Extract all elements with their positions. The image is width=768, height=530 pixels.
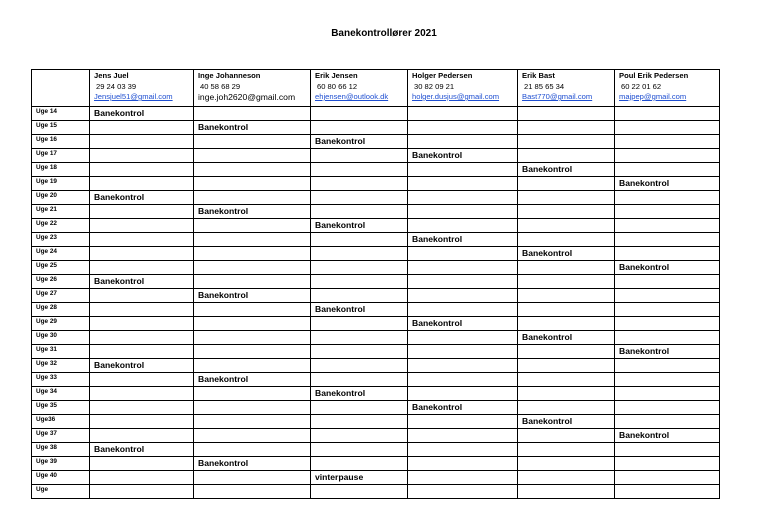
empty-cell (90, 401, 194, 415)
empty-cell (408, 191, 518, 205)
week-row (32, 317, 720, 331)
week-label: Uge 40 (32, 471, 90, 485)
empty-cell (615, 149, 720, 163)
person-name: Inge Johanneson (198, 71, 261, 80)
empty-cell (615, 205, 720, 219)
duty-cell: Banekontrol (194, 373, 311, 387)
person-name: Erik Jensen (315, 71, 358, 80)
duty-cell: vinterpause (311, 471, 408, 485)
empty-cell (518, 443, 615, 457)
header-corner-cell (32, 70, 90, 107)
empty-cell (194, 135, 311, 149)
week-row (32, 121, 720, 135)
empty-cell (311, 457, 408, 471)
empty-cell (518, 261, 615, 275)
duty-cell: Banekontrol (311, 135, 408, 149)
empty-cell (615, 107, 720, 121)
week-row (32, 205, 720, 219)
empty-cell (518, 107, 615, 121)
empty-cell (408, 121, 518, 135)
week-label: Uge 21 (32, 205, 90, 219)
empty-cell (615, 471, 720, 485)
empty-cell (194, 471, 311, 485)
week-label: Uge 20 (32, 191, 90, 205)
duty-cell: Banekontrol (518, 163, 615, 177)
empty-cell (615, 247, 720, 261)
empty-cell (615, 457, 720, 471)
week-row (32, 303, 720, 317)
week-row (32, 457, 720, 471)
empty-cell (194, 443, 311, 457)
week-label: Uge 37 (32, 429, 90, 443)
week-label: Uge 23 (32, 233, 90, 247)
empty-cell (194, 177, 311, 191)
week-row (32, 485, 720, 499)
empty-cell (90, 485, 194, 499)
week-row (32, 289, 720, 303)
week-row (32, 345, 720, 359)
week-row (32, 163, 720, 177)
empty-cell (518, 485, 615, 499)
week-label: Uge 26 (32, 275, 90, 289)
empty-cell (90, 149, 194, 163)
empty-cell (615, 191, 720, 205)
empty-cell (90, 457, 194, 471)
empty-cell (311, 191, 408, 205)
empty-cell (518, 191, 615, 205)
week-label: Uge 35 (32, 401, 90, 415)
empty-cell (90, 289, 194, 303)
empty-cell (615, 485, 720, 499)
empty-cell (408, 289, 518, 303)
empty-cell (408, 373, 518, 387)
empty-cell (311, 331, 408, 345)
header-row (32, 70, 720, 107)
duty-cell: Banekontrol (408, 149, 518, 163)
empty-cell (311, 163, 408, 177)
person-header-cell (615, 70, 720, 107)
week-label: Uge 27 (32, 289, 90, 303)
person-phone: 60 22 01 62 (621, 81, 662, 91)
empty-cell (194, 191, 311, 205)
person-email-link[interactable]: Bast770@gmail.com (522, 92, 593, 101)
empty-cell (615, 121, 720, 135)
week-label: Uge 14 (32, 107, 90, 121)
week-label: Uge 22 (32, 219, 90, 233)
empty-cell (90, 121, 194, 135)
empty-cell (90, 429, 194, 443)
empty-cell (90, 219, 194, 233)
empty-cell (615, 359, 720, 373)
duty-cell: Banekontrol (615, 429, 720, 443)
empty-cell (615, 443, 720, 457)
week-label: Uge 19 (32, 177, 90, 191)
week-row (32, 373, 720, 387)
person-phone: 60 80 66 12 (317, 81, 358, 91)
empty-cell (194, 163, 311, 177)
person-email-link[interactable]: ehjensen@outlook.dk (315, 92, 389, 101)
empty-cell (311, 443, 408, 457)
empty-cell (311, 289, 408, 303)
empty-cell (194, 219, 311, 233)
empty-cell (615, 219, 720, 233)
duty-cell: Banekontrol (194, 205, 311, 219)
empty-cell (90, 205, 194, 219)
empty-cell (408, 247, 518, 261)
empty-cell (311, 415, 408, 429)
duty-cell: Banekontrol (408, 317, 518, 331)
empty-cell (615, 401, 720, 415)
empty-cell (311, 345, 408, 359)
week-row (32, 219, 720, 233)
empty-cell (518, 121, 615, 135)
empty-cell (518, 219, 615, 233)
empty-cell (90, 247, 194, 261)
empty-cell (311, 275, 408, 289)
empty-cell (518, 233, 615, 247)
week-row (32, 177, 720, 191)
empty-cell (408, 275, 518, 289)
duty-cell: Banekontrol (408, 233, 518, 247)
week-row (32, 359, 720, 373)
empty-cell (311, 233, 408, 247)
empty-cell (518, 149, 615, 163)
empty-cell (518, 135, 615, 149)
person-email-link[interactable]: majpep@gmail.com (619, 92, 687, 101)
empty-cell (311, 261, 408, 275)
empty-cell (311, 177, 408, 191)
empty-cell (311, 149, 408, 163)
duty-cell: Banekontrol (90, 443, 194, 457)
empty-cell (518, 205, 615, 219)
duty-cell: Banekontrol (518, 415, 615, 429)
week-label: Uge 16 (32, 135, 90, 149)
person-header-cell (194, 70, 311, 107)
person-header-cell (518, 70, 615, 107)
empty-cell (408, 485, 518, 499)
empty-cell (408, 359, 518, 373)
person-name: Erik Bast (522, 71, 555, 80)
empty-cell (90, 387, 194, 401)
empty-cell (194, 149, 311, 163)
empty-cell (408, 443, 518, 457)
empty-cell (194, 485, 311, 499)
week-label: Uge 30 (32, 331, 90, 345)
empty-cell (615, 303, 720, 317)
person-email-link[interactable]: Jensjuel51@gmail.com (94, 92, 173, 101)
empty-cell (194, 345, 311, 359)
empty-cell (518, 359, 615, 373)
person-phone: 40 58 68 29 (200, 81, 241, 91)
empty-cell (615, 163, 720, 177)
person-header-cell (311, 70, 408, 107)
empty-cell (408, 177, 518, 191)
empty-cell (518, 303, 615, 317)
week-row (32, 429, 720, 443)
person-header-cell (408, 70, 518, 107)
week-label: Uge 29 (32, 317, 90, 331)
person-phone: 29 24 03 39 (96, 81, 137, 91)
empty-cell (311, 317, 408, 331)
empty-cell (311, 107, 408, 121)
empty-cell (518, 471, 615, 485)
empty-cell (194, 387, 311, 401)
week-label: Uge 31 (32, 345, 90, 359)
empty-cell (408, 205, 518, 219)
empty-cell (518, 345, 615, 359)
empty-cell (194, 261, 311, 275)
week-label: Uge 32 (32, 359, 90, 373)
person-phone: 21 85 65 34 (524, 81, 565, 91)
empty-cell (90, 261, 194, 275)
empty-cell (615, 331, 720, 345)
empty-cell (408, 429, 518, 443)
empty-cell (194, 429, 311, 443)
week-row (32, 135, 720, 149)
empty-cell (194, 107, 311, 121)
week-row (32, 149, 720, 163)
empty-cell (408, 331, 518, 345)
week-row (32, 415, 720, 429)
empty-cell (194, 317, 311, 331)
empty-cell (408, 261, 518, 275)
empty-cell (311, 205, 408, 219)
empty-cell (90, 163, 194, 177)
empty-cell (194, 331, 311, 345)
duty-cell: Banekontrol (311, 219, 408, 233)
empty-cell (518, 289, 615, 303)
empty-cell (615, 135, 720, 149)
empty-cell (194, 275, 311, 289)
duty-cell: Banekontrol (518, 247, 615, 261)
week-row (32, 107, 720, 121)
week-label: Uge36 (32, 415, 90, 429)
week-row (32, 247, 720, 261)
empty-cell (408, 415, 518, 429)
empty-cell (311, 485, 408, 499)
week-row (32, 261, 720, 275)
empty-cell (194, 359, 311, 373)
empty-cell (615, 387, 720, 401)
duty-cell: Banekontrol (311, 303, 408, 317)
empty-cell (90, 135, 194, 149)
empty-cell (90, 177, 194, 191)
week-label: Uge 25 (32, 261, 90, 275)
week-label: Uge (32, 485, 90, 499)
empty-cell (518, 275, 615, 289)
empty-cell (408, 387, 518, 401)
empty-cell (90, 345, 194, 359)
empty-cell (90, 317, 194, 331)
empty-cell (408, 163, 518, 177)
empty-cell (90, 415, 194, 429)
person-name: Jens Juel (94, 71, 129, 80)
schedule-table (31, 69, 720, 499)
person-header-cell (90, 70, 194, 107)
empty-cell (408, 219, 518, 233)
duty-cell: Banekontrol (90, 359, 194, 373)
empty-cell (615, 373, 720, 387)
week-label: Uge 24 (32, 247, 90, 261)
empty-cell (90, 471, 194, 485)
duty-cell: Banekontrol (615, 261, 720, 275)
week-row (32, 331, 720, 345)
week-row (32, 387, 720, 401)
person-email-link: inge.joh2620@gmail.com (198, 92, 296, 102)
duty-cell: Banekontrol (90, 275, 194, 289)
empty-cell (194, 401, 311, 415)
empty-cell (518, 373, 615, 387)
person-email-link[interactable]: holger.dusjus@gmail.com (412, 92, 500, 101)
empty-cell (194, 415, 311, 429)
week-label: Uge 18 (32, 163, 90, 177)
empty-cell (408, 303, 518, 317)
duty-cell: Banekontrol (194, 121, 311, 135)
empty-cell (311, 401, 408, 415)
person-phone: 30 82 09 21 (414, 81, 455, 91)
empty-cell (90, 373, 194, 387)
empty-cell (90, 303, 194, 317)
empty-cell (90, 331, 194, 345)
week-label: Uge 17 (32, 149, 90, 163)
week-label: Uge 33 (32, 373, 90, 387)
week-label: Uge 38 (32, 443, 90, 457)
empty-cell (408, 471, 518, 485)
empty-cell (518, 387, 615, 401)
empty-cell (518, 401, 615, 415)
empty-cell (615, 289, 720, 303)
empty-cell (408, 345, 518, 359)
week-row (32, 191, 720, 205)
empty-cell (408, 457, 518, 471)
duty-cell: Banekontrol (194, 289, 311, 303)
week-label: Uge 15 (32, 121, 90, 135)
empty-cell (518, 177, 615, 191)
empty-cell (194, 303, 311, 317)
empty-cell (615, 317, 720, 331)
duty-cell: Banekontrol (408, 401, 518, 415)
empty-cell (615, 233, 720, 247)
empty-cell (311, 359, 408, 373)
person-name: Holger Pedersen (412, 71, 473, 80)
week-row (32, 233, 720, 247)
document-title: Banekontrollører 2021 (331, 28, 437, 39)
duty-cell: Banekontrol (90, 107, 194, 121)
duty-cell: Banekontrol (615, 177, 720, 191)
empty-cell (518, 457, 615, 471)
week-row (32, 443, 720, 457)
week-label: Uge 39 (32, 457, 90, 471)
duty-cell: Banekontrol (90, 191, 194, 205)
duty-cell: Banekontrol (194, 457, 311, 471)
week-row (32, 401, 720, 415)
empty-cell (518, 429, 615, 443)
empty-cell (615, 415, 720, 429)
empty-cell (194, 233, 311, 247)
empty-cell (311, 247, 408, 261)
empty-cell (194, 247, 311, 261)
empty-cell (615, 275, 720, 289)
week-label: Uge 28 (32, 303, 90, 317)
week-label: Uge 34 (32, 387, 90, 401)
empty-cell (311, 373, 408, 387)
empty-cell (518, 317, 615, 331)
duty-cell: Banekontrol (518, 331, 615, 345)
week-row (32, 275, 720, 289)
person-name: Poul Erik Pedersen (619, 71, 689, 80)
empty-cell (311, 121, 408, 135)
empty-cell (90, 233, 194, 247)
empty-cell (408, 107, 518, 121)
empty-cell (311, 429, 408, 443)
duty-cell: Banekontrol (615, 345, 720, 359)
week-row (32, 471, 720, 485)
empty-cell (408, 135, 518, 149)
duty-cell: Banekontrol (311, 387, 408, 401)
